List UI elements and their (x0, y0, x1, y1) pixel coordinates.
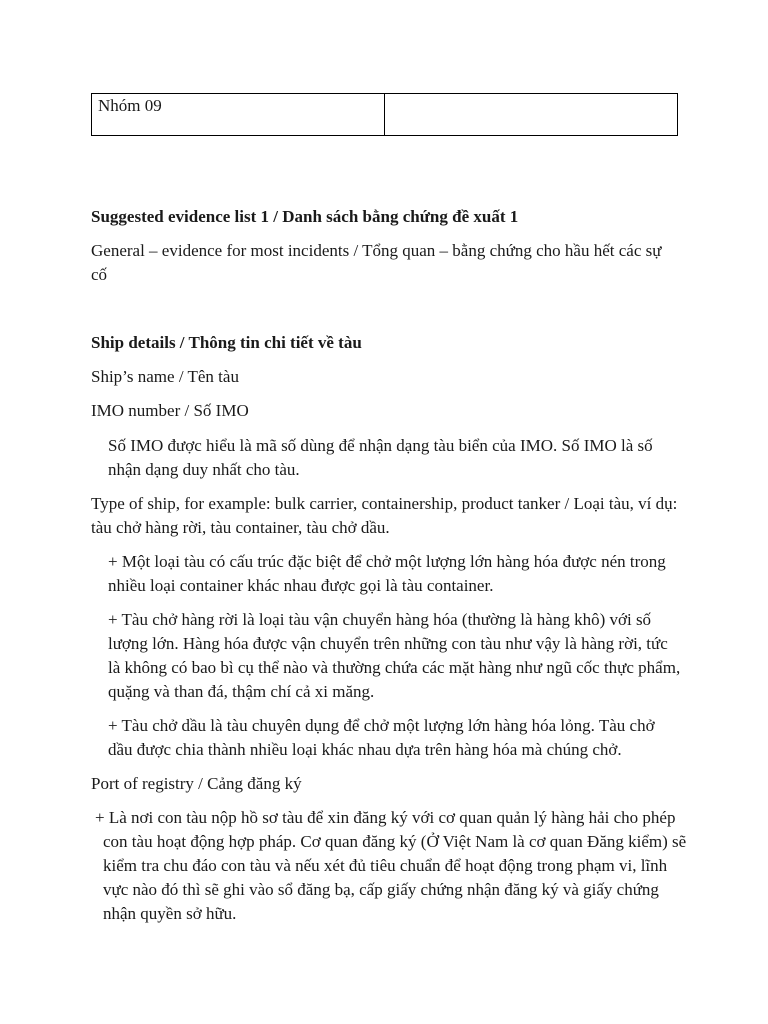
ship-name-item: Ship’s name / Tên tàu (91, 367, 239, 386)
table-row (92, 94, 678, 136)
imo-description: Số IMO được hiểu là mã số dùng để nhận dạng tàu biển của IMO. Số IMO là số nhận dạng duy nhất cho tàu. (108, 436, 653, 479)
evidence-list-heading: Suggested evidence list 1 / Danh sách bằng chứng đề xuất 1 (91, 207, 519, 226)
container-ship-description: + Một loại tàu có cấu trúc đặc biệt để chở một lượng lớn hàng hóa được nén trong nhiều loại container khác nhau được gọi là tàu container. (108, 552, 666, 595)
ship-details-heading: Ship details / Thông tin chi tiết về tàu (91, 333, 362, 352)
group-table (91, 93, 678, 136)
tanker-description: + Tàu chở dầu là tàu chuyên dụng để chở một lượng lớn hàng hóa lỏng. Tàu chở dầu được chia thành nhiều loại khác nhau dựa trên hàng hóa mà chúng chở. (108, 716, 655, 759)
port-description: + Là nơi con tàu nộp hồ sơ tàu để xin đăng ký với cơ quan quản lý hàng hải cho phép con tàu hoạt động hợp pháp. Cơ quan đăng ký (Ở Việt Nam là cơ quan Đăng kiểm) sẽ kiểm tra chu đáo con tàu và nếu xét đủ tiêu chuẩn để hoạt động trong phạm vi, lĩnh vực nào đó thì sẽ ghi vào sổ đăng bạ, cấp giấy chứng nhận đăng ký và giấy chứng nhận quyền sở hữu. (95, 808, 687, 923)
empty-cell (385, 94, 678, 136)
type-of-ship-item: Type of ship, for example: bulk carrier, containership, product tanker / Loại tàu, ví dụ: tàu chở hàng rời, tàu container, tàu chở dầu. (91, 494, 678, 537)
group-name-cell: Nhóm 09 (92, 94, 385, 136)
general-paragraph: General – evidence for most incidents / Tổng quan – bằng chứng cho hầu hết các sự cố (91, 241, 662, 284)
bulk-carrier-description: + Tàu chở hàng rời là loại tàu vận chuyển hàng hóa (thường là hàng khô) với số lượng lớn. Hàng hóa được vận chuyển trên những con tàu như vậy là hàng rời, tức là không có bao bì cụ thể nào và thường chứa các mặt hàng như ngũ cốc thực phẩm, quặng và than đá, thậm chí cả xi măng. (108, 610, 681, 701)
imo-number-item: IMO number / Số IMO (91, 401, 249, 420)
port-of-registry-item: Port of registry / Cảng đăng ký (91, 774, 302, 793)
